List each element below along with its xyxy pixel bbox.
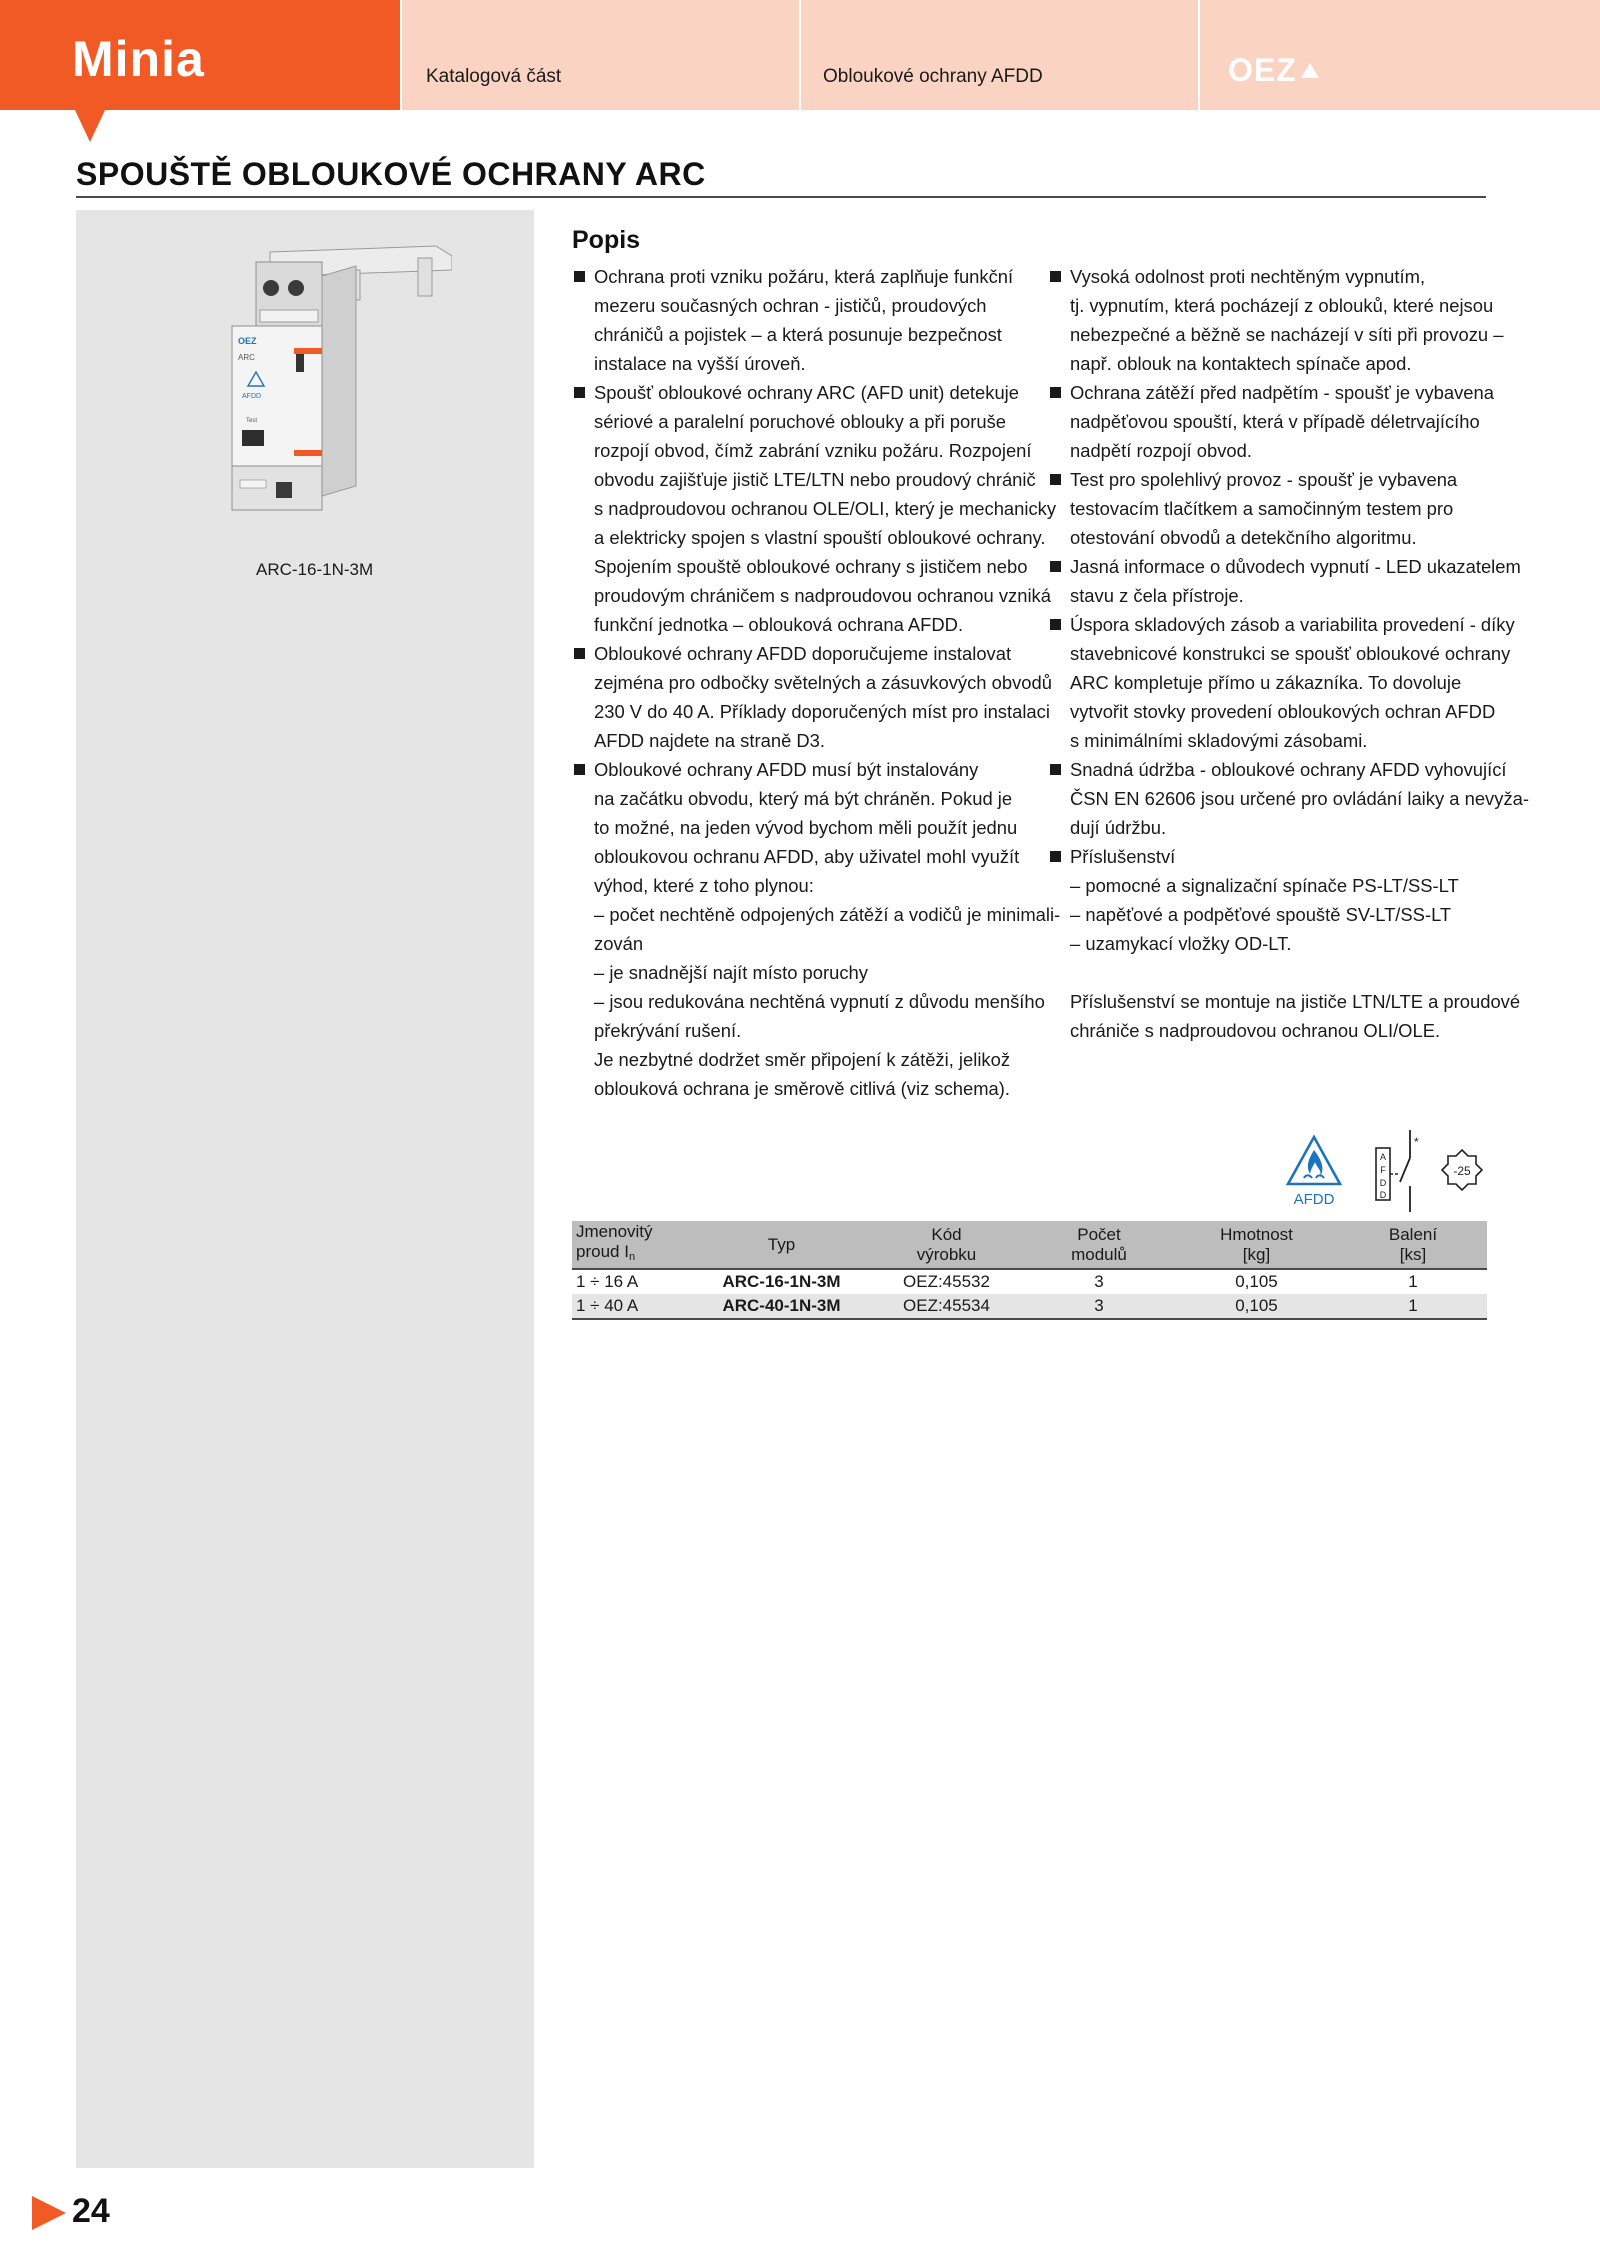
cell-pack: 1 — [1339, 1294, 1487, 1319]
cell-weight: 0,105 — [1174, 1294, 1339, 1319]
bullet-paragraph — [1048, 755, 1529, 842]
text-line: proudovým chráničem s nadproudovou ochranou vzniká — [594, 585, 1051, 606]
afdd-circuit-symbol-icon — [1366, 1128, 1426, 1214]
text-line: – uzamykací vložky OD-LT. — [1070, 933, 1292, 954]
text-line: otestování obvodů a detekčního algoritmu. — [1070, 527, 1417, 548]
afdd-symbol-icon — [1284, 1132, 1344, 1212]
text-line: stavebnicové konstrukci se spoušť obloukové ochrany — [1070, 643, 1511, 664]
bullet-paragraph — [572, 262, 1022, 378]
product-caption: ARC-16-1N-3M — [256, 560, 374, 579]
device-afdd-text: AFDD — [242, 393, 262, 400]
text-line: dují údržbu. — [1070, 817, 1167, 838]
col-header-code: Kód výrobku — [869, 1221, 1024, 1269]
text-line: na začátku obvodu, který má být chráněn. Pokud je — [594, 788, 1013, 809]
header-cell-product-group — [801, 0, 1198, 110]
text-line: Vysoká odolnost proti nechtěným vypnutím, — [1070, 266, 1426, 287]
cell-current: 1 ÷ 40 A — [572, 1294, 694, 1319]
bullet-paragraph — [1048, 610, 1515, 755]
bullet-paragraph — [1048, 378, 1494, 465]
text-line: rozpojí obvod, čímž zabrání vzniku požáru. Rozpojení — [594, 440, 1032, 461]
header-cell-section — [402, 0, 799, 110]
cell-code: OEZ:45534 — [869, 1294, 1024, 1319]
text-line: Ochrana zátěží před nadpětím - spoušť je vybavena — [1070, 382, 1494, 403]
text-line: Ochrana proti vzniku požáru, která zaplňuje funkční — [594, 266, 1014, 287]
afdd-switch-star: * — [1414, 1135, 1419, 1149]
bullet-paragraph — [1048, 552, 1521, 610]
cell-modules: 3 — [1024, 1294, 1174, 1319]
text-line: ČSN EN 62606 jsou určené pro ovládání laiky a nevyža- — [1070, 788, 1529, 809]
text-line: – počet nechtěně odpojených zátěží a vodičů je minimali- — [594, 904, 1061, 925]
text-line: nebezpečné a běžně se nacházejí v síti při provozu – — [1070, 324, 1504, 345]
text-line: a elektricky spojen s vlastní spouští obloukové ochrany. — [594, 527, 1046, 548]
text-line: Test pro spolehlivý provoz - spoušť je vybavena — [1070, 469, 1458, 490]
device-test-text: Test — [246, 418, 258, 424]
afdd-letter-4: D — [1379, 1190, 1387, 1200]
description-left-column — [572, 262, 1061, 1103]
text-line: Obloukové ochrany AFDD musí být instalovány — [594, 759, 979, 780]
afdd-letter-2: F — [1380, 1165, 1386, 1175]
device-brand-text: OEZ — [238, 336, 257, 346]
page-number-arrow-icon — [32, 2196, 66, 2230]
text-line: s minimálními skladovými zásobami. — [1070, 730, 1368, 751]
text-line: Jasná informace o důvodech vypnutí - LED ukazatelem — [1070, 556, 1521, 577]
text-line: Snadná údržba - obloukové ochrany AFDD vyhovující — [1070, 759, 1507, 780]
text-line: instalace na vyšší úroveň. — [594, 353, 806, 374]
text-line: obloukovou ochranu AFDD, aby uživatel mohl využít — [594, 846, 1020, 867]
afdd-letter-3: D — [1379, 1178, 1387, 1188]
text-line: – napěťové a podpěťové spouště SV-LT/SS-LT — [1070, 904, 1452, 925]
page-number: 24 — [72, 2192, 110, 2230]
afdd-symbol-label: AFDD — [1293, 1191, 1335, 1208]
text-line: oblouková ochrana je směrově citlivá (viz schema). — [594, 1078, 1011, 1099]
text-line: ARC kompletuje přímo u zákazníka. To dovoluje — [1070, 672, 1462, 693]
text-line: funkční jednotka – oblouková ochrana AFDD. — [594, 614, 964, 635]
oez-logo: OEZ — [1228, 52, 1319, 89]
text-line: mezeru současných ochran - jističů, proudových — [594, 295, 987, 316]
bullet-paragraph — [572, 755, 1061, 1103]
text-line: překrývání rušení. — [594, 1020, 742, 1041]
table-header-row — [572, 1221, 1487, 1269]
text-line: AFDD najdete na straně D3. — [594, 730, 826, 751]
cell-type: ARC-40-1N-3M — [694, 1294, 869, 1319]
paragraph — [1048, 987, 1521, 1045]
paragraph-spacer — [1048, 958, 1488, 987]
cell-code: OEZ:45532 — [869, 1269, 1024, 1294]
text-line: Příslušenství se montuje na jističe LTN/LTE a proudové — [1070, 991, 1521, 1012]
text-line: Spoušť obloukové ochrany ARC (AFD unit) detekuje — [594, 382, 1019, 403]
text-line: testovacím tlačítkem a samočinným testem pro — [1070, 498, 1454, 519]
text-line: Spojením spouště obloukové ochrany s jističem nebo — [594, 556, 1028, 577]
text-line: zován — [594, 933, 644, 954]
table-row — [572, 1294, 1487, 1319]
text-line: 230 V do 40 A. Příklady doporučených míst pro instalaci — [594, 701, 1050, 722]
cell-type: ARC-16-1N-3M — [694, 1269, 869, 1294]
spec-table — [572, 1221, 1487, 1320]
page-title: SPOUŠTĚ OBLOUKOVÉ OCHRANY ARC — [76, 156, 706, 192]
description-right-column — [1048, 262, 1529, 1045]
product-photo — [226, 236, 452, 520]
text-line: Obloukové ochrany AFDD doporučujeme instalovat — [594, 643, 1012, 664]
bullet-paragraph — [572, 378, 1057, 639]
title-rule — [76, 196, 1486, 198]
header-notch — [74, 108, 106, 142]
text-line: zejména pro odbočky světelných a zásuvkových obvodů — [594, 672, 1052, 693]
cell-current: 1 ÷ 16 A — [572, 1269, 694, 1294]
text-line: – je snadnější najít místo poruchy — [594, 962, 868, 983]
temperature-value: -25 — [1453, 1164, 1471, 1178]
text-line: – jsou redukována nechtěná vypnutí z důvodu menšího — [594, 991, 1045, 1012]
text-line: – pomocné a signalizační spínače PS-LT/SS-LT — [1070, 875, 1459, 896]
text-line: Je nezbytné dodržet směr připojení k zátěži, jelikož — [594, 1049, 1011, 1070]
header-brand-block — [0, 0, 400, 110]
bullet-paragraph — [572, 639, 1052, 755]
afdd-letter-1: A — [1379, 1152, 1387, 1162]
text-line: Příslušenství — [1070, 846, 1176, 867]
col-header-rated-current: Jmenovitý proud In — [572, 1221, 694, 1269]
bullet-paragraph — [1048, 465, 1488, 552]
description-heading: Popis — [572, 226, 641, 254]
temperature-icon — [1440, 1148, 1484, 1192]
text-line: s nadproudovou ochranou OLE/OLI, který je mechanicky — [594, 498, 1057, 519]
text-line: vytvořit stovky provedení obloukových ochran AFDD — [1070, 701, 1496, 722]
text-line: tj. vypnutím, která pocházejí z oblouků, které nejsou — [1070, 295, 1494, 316]
brand-title: Minia — [72, 31, 205, 87]
logo-triangle-icon — [1301, 63, 1319, 78]
text-line: výhod, které z toho plynou: — [594, 875, 814, 896]
text-line: obvodu zajišťuje jistič LTE/LTN nebo proudový chránič — [594, 469, 1036, 490]
text-line: nadpětí rozpojí obvod. — [1070, 440, 1252, 461]
text-line: Úspora skladových zásob a variabilita provedení - díky — [1070, 614, 1515, 635]
col-header-pack: Balení [ks] — [1339, 1221, 1487, 1269]
col-header-modules: Počet modulů — [1024, 1221, 1174, 1269]
cell-weight: 0,105 — [1174, 1269, 1339, 1294]
bullet-paragraph — [1048, 842, 1488, 958]
col-header-weight: Hmotnost [kg] — [1174, 1221, 1339, 1269]
header-section-label: Katalogová část — [426, 66, 562, 87]
header-product-group-label: Obloukové ochrany AFDD — [823, 66, 1043, 87]
text-line: nadpěťovou spouští, která v případě déletrvajícího — [1070, 411, 1480, 432]
device-arc-text: ARC — [238, 353, 255, 362]
text-line: chráničů a pojistek – a která posunuje bezpečnost — [594, 324, 1002, 345]
col-header-type: Typ — [694, 1221, 869, 1269]
cell-modules: 3 — [1024, 1269, 1174, 1294]
bullet-paragraph — [1048, 262, 1504, 378]
text-line: stavu z čela přístroje. — [1070, 585, 1244, 606]
text-line: např. oblouk na kontaktech spínače apod. — [1070, 353, 1412, 374]
cell-pack: 1 — [1339, 1269, 1487, 1294]
text-line: to možné, na jeden vývod bychom měli použít jednu — [594, 817, 1018, 838]
text-line: sériové a paralelní poruchové oblouky a při poruše — [594, 411, 1006, 432]
table-row — [572, 1269, 1487, 1294]
text-line: chrániče s nadproudovou ochranou OLI/OLE. — [1070, 1020, 1441, 1041]
